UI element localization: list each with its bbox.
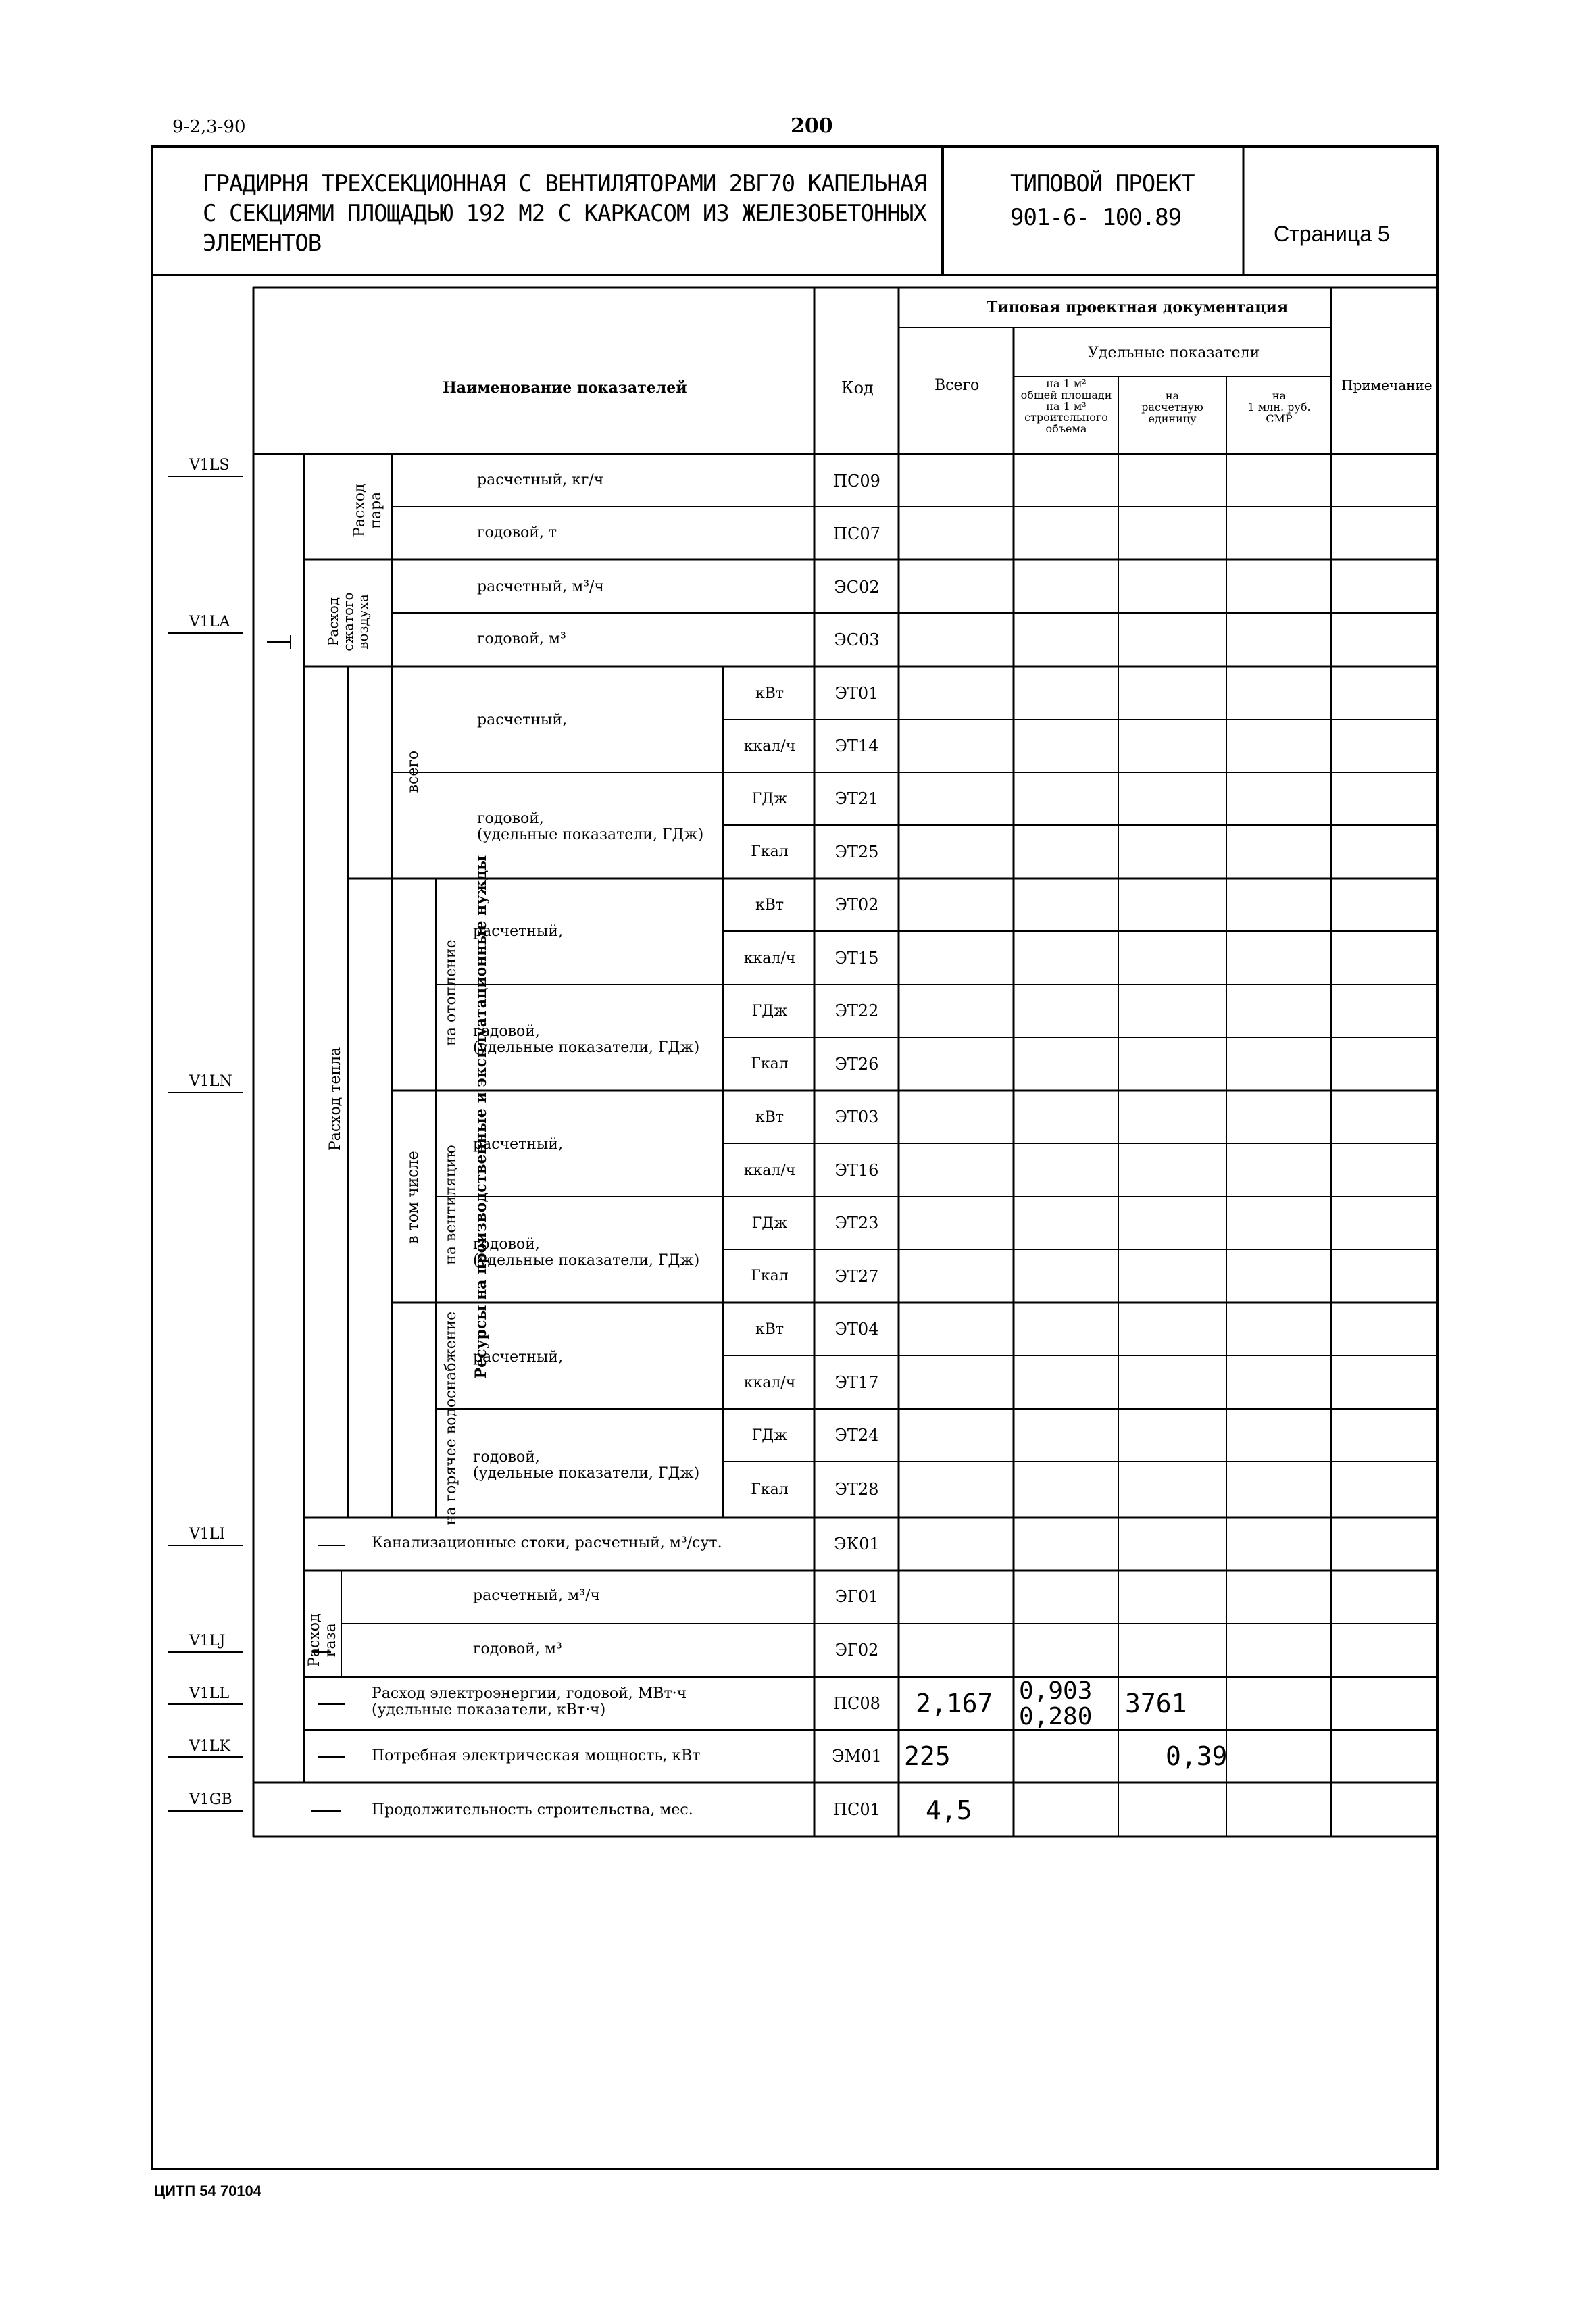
label-duration: Продолжительность строительства, мес. <box>372 1801 693 1818</box>
label-hot-water-calc: расчетный, <box>473 1349 564 1366</box>
vertical-label-steam: Расход пара <box>351 483 384 537</box>
code-et17: ЭТ17 <box>834 1373 879 1392</box>
value-em01-per-unit: 0,39 <box>1166 1741 1228 1771</box>
code-et26: ЭТ26 <box>834 1055 879 1074</box>
code-et01: ЭТ01 <box>834 684 879 703</box>
unit-total-kw: кВт <box>755 685 784 702</box>
unit-vent-gj: ГДж <box>751 1215 788 1232</box>
label-steam-annual: годовой, т <box>477 524 557 541</box>
unit-vent-gcal: Гкал <box>751 1268 789 1285</box>
code-et22: ЭТ22 <box>834 1001 879 1020</box>
label-air-calc: расчетный, м³/ч <box>477 578 604 595</box>
label-gas-annual: годовой, м³ <box>473 1641 562 1658</box>
value-ps08-per-unit: 3761 <box>1125 1689 1187 1718</box>
unit-heating-kw: кВт <box>755 897 784 914</box>
code-es03: ЭС03 <box>834 630 880 649</box>
code-et28: ЭТ28 <box>834 1480 879 1499</box>
document-title: ГРАДИРНЯ ТРЕХСЕКЦИОННАЯ С ВЕНТИЛЯТОРАМИ 2ВГ70 КАПЕЛЬНАЯ С СЕКЦИЯМИ ПЛОЩАДЬЮ 192 М2 С КАРКАСОМ ИЗ ЖЕЛЕЗОБЕТОННЫХ ЭЛЕМЕНТОВ <box>203 170 926 257</box>
row-marker-v1lk: V1LK <box>189 1738 230 1755</box>
label-ventilation-calc: расчетный, <box>473 1136 564 1153</box>
code-et03: ЭТ03 <box>834 1107 879 1126</box>
column-header-per-mln: на 1 млн. руб. СМР <box>1247 389 1311 425</box>
project-number: 901-6- 100.89 <box>1010 204 1182 231</box>
sheet-label: Страница 5 <box>1274 222 1390 246</box>
project-label: ТИПОВОЙ ПРОЕКТ <box>1010 170 1195 197</box>
unit-hw-kcal: ккал/ч <box>743 1374 796 1391</box>
code-ps08: ПС08 <box>833 1694 880 1713</box>
code-em01: ЭМ01 <box>832 1747 882 1766</box>
column-header-group: Типовая проектная документация <box>987 299 1289 316</box>
row-marker-v1lj: V1LJ <box>189 1633 226 1649</box>
unit-hw-kw: кВт <box>755 1321 784 1338</box>
row-marker-v1ln: V1LN <box>189 1073 232 1090</box>
code-ps07: ПС07 <box>833 524 880 543</box>
code-et02: ЭТ02 <box>834 895 879 914</box>
code-es02: ЭС02 <box>834 578 880 597</box>
vertical-label-ventilation: на вентиляцию <box>442 1145 459 1265</box>
label-sewage: Канализационные стоки, расчетный, м³/сут. <box>372 1535 722 1551</box>
unit-heating-gj: ГДж <box>751 1003 788 1020</box>
unit-vent-kcal: ккал/ч <box>743 1162 796 1179</box>
code-ps09: ПС09 <box>833 472 880 491</box>
row-marker-v1ls: V1LS <box>189 457 230 474</box>
unit-hw-gcal: Гкал <box>751 1481 789 1498</box>
series-number: 9-2,3-90 <box>172 117 246 137</box>
code-et27: ЭТ27 <box>834 1267 879 1286</box>
column-header-specific: Удельные показатели <box>1088 345 1260 362</box>
code-et25: ЭТ25 <box>834 843 879 862</box>
code-et21: ЭТ21 <box>834 789 879 808</box>
label-heating-calc: расчетный, <box>473 923 564 940</box>
vertical-label-total-heat: всего <box>404 750 422 793</box>
row-marker-v1ll: V1LL <box>189 1685 230 1702</box>
unit-total-gj: ГДж <box>751 791 788 807</box>
label-heating-annual: годовой, (удельные показатели, ГДж) <box>473 1023 700 1057</box>
value-ps08-per-m2-top: 0,903 <box>1019 1677 1093 1705</box>
column-header-note: Примечание <box>1341 377 1432 393</box>
column-header-code: Код <box>841 378 874 397</box>
page-number: 200 <box>791 114 833 138</box>
vertical-label-heating: на отопление <box>442 939 459 1046</box>
unit-total-gcal: Гкал <box>751 843 789 860</box>
row-marker-v1gb: V1GB <box>189 1791 232 1808</box>
vertical-label-air: Расход сжатого воздуха <box>325 592 371 651</box>
code-et04: ЭТ04 <box>834 1320 879 1339</box>
unit-heating-kcal: ккал/ч <box>743 950 796 967</box>
value-ps08-total: 2,167 <box>916 1689 993 1718</box>
column-header-total: Всего <box>934 377 980 394</box>
value-ps08-per-m2-bottom: 0,280 <box>1019 1703 1093 1731</box>
label-air-annual: годовой, м³ <box>477 630 566 647</box>
value-ps01-total: 4,5 <box>926 1795 972 1825</box>
column-header-per-unit: на расчетную единицу <box>1141 389 1203 425</box>
unit-vent-kw: кВт <box>755 1109 784 1126</box>
label-steam-calc: расчетный, кг/ч <box>477 472 604 489</box>
code-et23: ЭТ23 <box>834 1214 879 1233</box>
code-et24: ЭТ24 <box>834 1426 879 1445</box>
label-power: Потребная электрическая мощность, кВт <box>372 1747 701 1764</box>
column-header-name: Наименование показателей <box>443 379 687 397</box>
label-gas-calc: расчетный, м³/ч <box>473 1587 600 1604</box>
unit-total-kcal: ккал/ч <box>743 738 796 755</box>
vertical-label-including: в том числе <box>404 1151 422 1244</box>
label-hot-water-annual: годовой, (удельные показатели, ГДж) <box>473 1449 700 1483</box>
vertical-label-resources: Ресурсы на производственные и эксплуатационные нужды <box>472 855 490 1379</box>
code-et16: ЭТ16 <box>834 1161 879 1180</box>
row-marker-v1li: V1LI <box>189 1526 226 1543</box>
code-et15: ЭТ15 <box>834 949 879 968</box>
code-eg01: ЭГ01 <box>834 1587 879 1606</box>
column-header-per-m2: на 1 м² общей площади на 1 м³ строительного объема <box>1020 377 1112 436</box>
code-ps01: ПС01 <box>833 1800 880 1819</box>
code-et14: ЭТ14 <box>834 737 879 755</box>
vertical-label-hot-water: на горячее водоснабжение <box>442 1311 459 1526</box>
value-em01-total: 225 <box>904 1741 951 1771</box>
unit-hw-gj: ГДж <box>751 1427 788 1444</box>
footer-code: ЦИТП 54 70104 <box>154 2183 262 2199</box>
vertical-label-gas: Расход газа <box>305 1613 339 1667</box>
label-electricity: Расход электроэнергии, годовой, МВт·ч (удельные показатели, кВт·ч) <box>372 1685 687 1719</box>
unit-heating-gcal: Гкал <box>751 1055 789 1072</box>
vertical-label-heat: Расход тепла <box>326 1047 344 1151</box>
label-total-annual: годовой, (удельные показатели, ГДж) <box>477 810 704 844</box>
label-ventilation-annual: годовой, (удельные показатели, ГДж) <box>473 1236 700 1270</box>
label-total-calc: расчетный, <box>477 712 568 728</box>
code-eg02: ЭГ02 <box>834 1641 879 1660</box>
row-marker-v1la: V1LA <box>189 614 230 630</box>
code-ek01: ЭК01 <box>834 1535 880 1553</box>
